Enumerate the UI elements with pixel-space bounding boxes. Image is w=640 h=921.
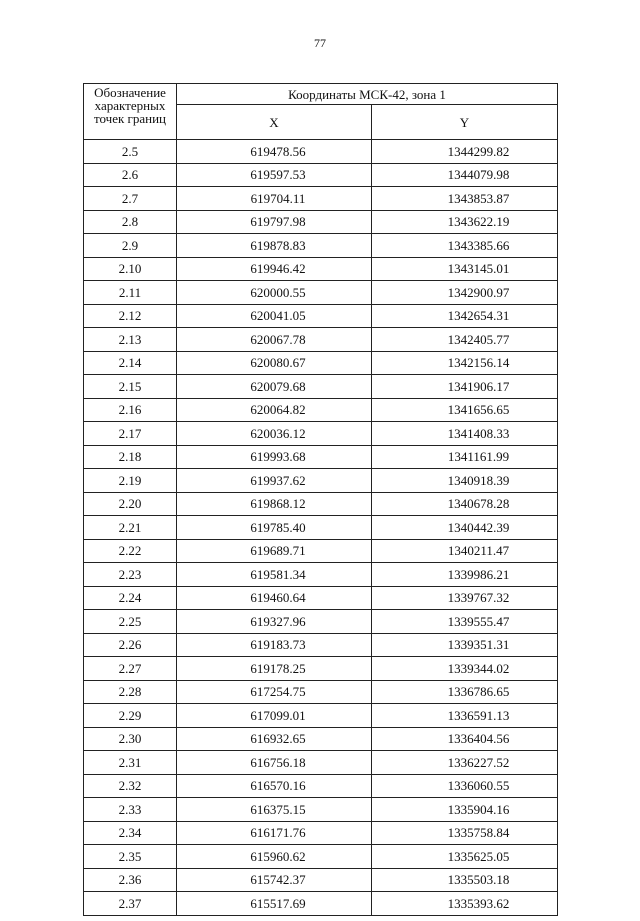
point-id-cell: 2.31 — [84, 751, 177, 775]
point-id-cell: 2.12 — [84, 304, 177, 328]
point-id-cell: 2.34 — [84, 821, 177, 845]
y-coordinate-cell: 1336591.13 — [372, 704, 558, 728]
table-row — [84, 892, 558, 916]
table-row — [84, 304, 558, 328]
x-coordinate-cell: 619460.64 — [177, 586, 372, 610]
y-coordinate-cell: 1344079.98 — [372, 163, 558, 187]
y-coordinate-cell: 1335625.05 — [372, 845, 558, 869]
y-coordinate-cell: 1341906.17 — [372, 375, 558, 399]
y-coordinate-cell: 1335503.18 — [372, 868, 558, 892]
table-row — [84, 657, 558, 681]
x-coordinate-cell: 619878.83 — [177, 234, 372, 258]
point-id-cell: 2.33 — [84, 798, 177, 822]
point-id-cell: 2.13 — [84, 328, 177, 352]
table-row — [84, 798, 558, 822]
x-coordinate-cell: 619597.53 — [177, 163, 372, 187]
point-id-cell: 2.23 — [84, 563, 177, 587]
table-row — [84, 610, 558, 634]
y-coordinate-cell: 1335758.84 — [372, 821, 558, 845]
table-row — [84, 492, 558, 516]
table-row — [84, 516, 558, 540]
y-column-header: Y — [372, 105, 558, 140]
y-coordinate-cell: 1339767.32 — [372, 586, 558, 610]
table-row — [84, 680, 558, 704]
table-row — [84, 539, 558, 563]
x-coordinate-cell: 619946.42 — [177, 257, 372, 281]
x-coordinate-cell: 615960.62 — [177, 845, 372, 869]
y-coordinate-cell: 1341161.99 — [372, 445, 558, 469]
table-row — [84, 821, 558, 845]
table-row — [84, 328, 558, 352]
page-number: 77 — [314, 36, 326, 50]
point-id-cell: 2.25 — [84, 610, 177, 634]
table-row — [84, 422, 558, 446]
y-coordinate-cell: 1342654.31 — [372, 304, 558, 328]
point-id-cell: 2.22 — [84, 539, 177, 563]
point-id-cell: 2.9 — [84, 234, 177, 258]
point-id-cell: 2.29 — [84, 704, 177, 728]
table-row — [84, 868, 558, 892]
x-coordinate-cell: 619581.34 — [177, 563, 372, 587]
point-id-cell: 2.18 — [84, 445, 177, 469]
point-id-cell: 2.27 — [84, 657, 177, 681]
point-id-cell: 2.17 — [84, 422, 177, 446]
table-row — [84, 586, 558, 610]
x-coordinate-cell: 616756.18 — [177, 751, 372, 775]
y-coordinate-cell: 1342156.14 — [372, 351, 558, 375]
x-coordinate-cell: 620080.67 — [177, 351, 372, 375]
x-coordinate-cell: 620079.68 — [177, 375, 372, 399]
y-coordinate-cell: 1340211.47 — [372, 539, 558, 563]
point-id-cell: 2.30 — [84, 727, 177, 751]
table-row — [84, 257, 558, 281]
x-coordinate-cell: 619478.56 — [177, 140, 372, 164]
x-coordinate-cell: 620000.55 — [177, 281, 372, 305]
table-row — [84, 163, 558, 187]
y-coordinate-cell: 1342405.77 — [372, 328, 558, 352]
x-coordinate-cell: 619183.73 — [177, 633, 372, 657]
y-coordinate-cell: 1339555.47 — [372, 610, 558, 634]
table-row — [84, 563, 558, 587]
point-id-cell: 2.37 — [84, 892, 177, 916]
coordinates-group-header: Координаты МСК-42, зона 1 — [177, 84, 558, 105]
table-row — [84, 445, 558, 469]
point-id-cell: 2.20 — [84, 492, 177, 516]
table-row — [84, 210, 558, 234]
table-row — [84, 351, 558, 375]
point-id-cell: 2.32 — [84, 774, 177, 798]
table-row — [84, 140, 558, 164]
point-id-cell: 2.28 — [84, 680, 177, 704]
table-body — [84, 140, 558, 916]
point-id-cell: 2.24 — [84, 586, 177, 610]
point-id-cell: 2.16 — [84, 398, 177, 422]
y-coordinate-cell: 1340678.28 — [372, 492, 558, 516]
point-designation-header: Обозначение характерных точек границ — [84, 84, 177, 140]
x-coordinate-cell: 619993.68 — [177, 445, 372, 469]
x-coordinate-cell: 615517.69 — [177, 892, 372, 916]
table-row — [84, 187, 558, 211]
y-coordinate-cell: 1341408.33 — [372, 422, 558, 446]
x-coordinate-cell: 619785.40 — [177, 516, 372, 540]
y-coordinate-cell: 1343385.66 — [372, 234, 558, 258]
table-row — [84, 633, 558, 657]
x-coordinate-cell: 619327.96 — [177, 610, 372, 634]
x-coordinate-cell: 620067.78 — [177, 328, 372, 352]
y-coordinate-cell: 1340442.39 — [372, 516, 558, 540]
y-coordinate-cell: 1344299.82 — [372, 140, 558, 164]
y-coordinate-cell: 1336227.52 — [372, 751, 558, 775]
x-coordinate-cell: 619937.62 — [177, 469, 372, 493]
x-coordinate-cell: 620041.05 — [177, 304, 372, 328]
y-coordinate-cell: 1335904.16 — [372, 798, 558, 822]
y-coordinate-cell: 1343145.01 — [372, 257, 558, 281]
table-row — [84, 727, 558, 751]
table-header — [84, 84, 558, 140]
point-id-cell: 2.21 — [84, 516, 177, 540]
table-row — [84, 234, 558, 258]
x-coordinate-cell: 619689.71 — [177, 539, 372, 563]
x-column-header: X — [177, 105, 372, 140]
y-coordinate-cell: 1335393.62 — [372, 892, 558, 916]
x-coordinate-cell: 616375.15 — [177, 798, 372, 822]
table-row — [84, 845, 558, 869]
y-coordinate-cell: 1340918.39 — [372, 469, 558, 493]
point-id-cell: 2.15 — [84, 375, 177, 399]
x-coordinate-cell: 619868.12 — [177, 492, 372, 516]
x-coordinate-cell: 620036.12 — [177, 422, 372, 446]
point-id-cell: 2.14 — [84, 351, 177, 375]
point-id-cell: 2.36 — [84, 868, 177, 892]
table-row — [84, 281, 558, 305]
table-row — [84, 469, 558, 493]
y-coordinate-cell: 1342900.97 — [372, 281, 558, 305]
x-coordinate-cell: 616171.76 — [177, 821, 372, 845]
point-id-cell: 2.5 — [84, 140, 177, 164]
point-id-cell: 2.11 — [84, 281, 177, 305]
x-coordinate-cell: 619797.98 — [177, 210, 372, 234]
x-coordinate-cell: 617099.01 — [177, 704, 372, 728]
y-coordinate-cell: 1339351.31 — [372, 633, 558, 657]
point-id-cell: 2.10 — [84, 257, 177, 281]
x-coordinate-cell: 619704.11 — [177, 187, 372, 211]
point-id-cell: 2.7 — [84, 187, 177, 211]
y-coordinate-cell: 1343622.19 — [372, 210, 558, 234]
x-coordinate-cell: 617254.75 — [177, 680, 372, 704]
table-row — [84, 774, 558, 798]
x-coordinate-cell: 619178.25 — [177, 657, 372, 681]
y-coordinate-cell: 1336404.56 — [372, 727, 558, 751]
point-id-cell: 2.26 — [84, 633, 177, 657]
point-id-cell: 2.6 — [84, 163, 177, 187]
y-coordinate-cell: 1343853.87 — [372, 187, 558, 211]
x-coordinate-cell: 620064.82 — [177, 398, 372, 422]
y-coordinate-cell: 1336786.65 — [372, 680, 558, 704]
point-id-cell: 2.35 — [84, 845, 177, 869]
y-coordinate-cell: 1339986.21 — [372, 563, 558, 587]
table-row — [84, 704, 558, 728]
table-row — [84, 398, 558, 422]
table-row — [84, 375, 558, 399]
x-coordinate-cell: 615742.37 — [177, 868, 372, 892]
y-coordinate-cell: 1336060.55 — [372, 774, 558, 798]
x-coordinate-cell: 616932.65 — [177, 727, 372, 751]
point-id-cell: 2.19 — [84, 469, 177, 493]
table-row — [84, 751, 558, 775]
x-coordinate-cell: 616570.16 — [177, 774, 372, 798]
y-coordinate-cell: 1339344.02 — [372, 657, 558, 681]
coordinates-table — [83, 83, 558, 916]
y-coordinate-cell: 1341656.65 — [372, 398, 558, 422]
point-id-cell: 2.8 — [84, 210, 177, 234]
